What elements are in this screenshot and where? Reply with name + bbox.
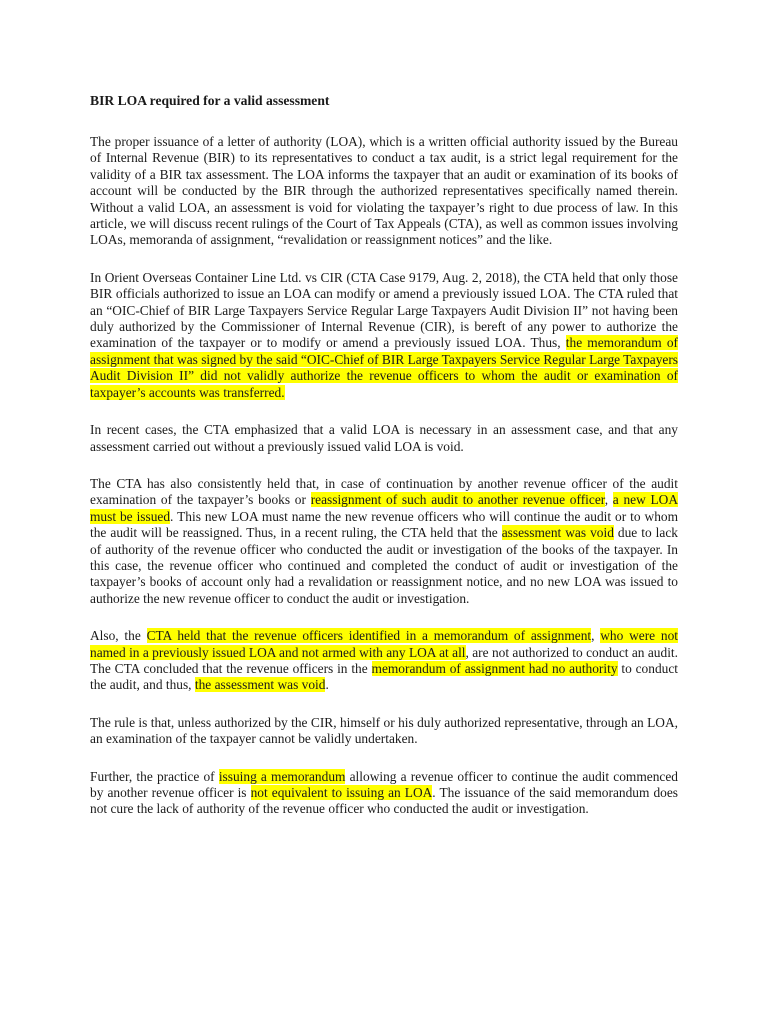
text-segment: In recent cases, the CTA emphasized that a valid LOA is necessary in an assessment case, and that any assessment carried out without a previously issued valid LOA is void. [90, 422, 678, 454]
highlighted-text: a new LOA must be issued [90, 492, 678, 524]
highlighted-text: the memorandum of assignment that was signed by the said “OIC-Chief of BIR Large Taxpayers Service Regular Large Taxpayers Audit Division II” did not validly authorize the revenue officers to whom the audit or examination of taxpayer’s accounts was transferred. [90, 335, 679, 400]
document-page [90, 92, 678, 839]
highlighted-text: assessment was void [501, 525, 614, 541]
highlighted-text: who were not named in a previously issued LOA and not armed with any LOA at all [90, 628, 679, 660]
highlighted-text: memorandum of assignment had no authority [371, 660, 618, 676]
paragraph-orient-overseas [90, 270, 678, 401]
text-segment: The proper issuance of a letter of authority (LOA), which is a written official authority issued by the Bureau of Internal Revenue (BIR) to its representatives to conduct a tax audit, is a strict legal requirement for the validity of a BIR tax assessment. The LOA informs the taxpayer that an audit or examination of its books of account will be conducted by the BIR through the authorized representatives specifically named therein. Without a valid LOA, an assessment is void for violating the taxpayer’s right to due process of law. In this article, we will discuss recent rulings of the Court of Tax Appeals (CTA), as well as common issues involving LOAs, memoranda of assignment, “revalidation or reassignment notices” and the like. [90, 134, 678, 248]
paragraph-intro [90, 134, 678, 249]
highlighted-text: the assessment was void [194, 677, 326, 693]
paragraph-recent-cases [90, 422, 678, 455]
text-segment: . This new LOA must name the new revenue officers who will continue the audit or to whom the audit will be reassigned. Thus, in a recent ruling, the CTA held that the [90, 508, 678, 541]
highlighted-text: reassignment of such audit to another revenue officer [310, 492, 605, 508]
text-segment: due to lack of authority of the revenue officer who conducted the audit or investigation of the books of the taxpayer. In this case, the revenue officer who continued and completed the conduct of audit or investigation of the taxpayer’s books of account only had a revalidation or reassignment notice, and no new LOA was issued to authorize the new revenue officer to conduct the audit or investigation. [90, 525, 678, 606]
highlighted-text: not equivalent to issuing an LOA [250, 785, 433, 800]
text-segment: Also, the [90, 628, 147, 644]
paragraph-continuation [90, 476, 678, 607]
text-segment: allowing a revenue officer to continue the audit commenced by another revenue officer is [90, 768, 678, 800]
text-segment: , [604, 492, 613, 508]
highlighted-text: issuing a memorandum [218, 768, 346, 784]
paragraph-rule [90, 715, 678, 748]
text-segment: The rule is that, unless authorized by the CIR, himself or his duly authorized representative, through an LOA, an examination of the taxpayer cannot be validly undertaken. [90, 714, 678, 747]
document-title: BIR LOA required for a valid assessment [90, 93, 330, 108]
paragraph-further [90, 769, 678, 818]
text-segment: The CTA has also consistently held that, in case of continuation by another revenue officer of the audit examination of the taxpayer’s books or [90, 475, 678, 508]
text-segment: , are not authorized to conduct an audit. The CTA concluded that the revenue officers in the [90, 644, 678, 676]
text-segment: , [591, 628, 601, 644]
text-segment: . [325, 677, 329, 693]
text-segment: to conduct the audit, and thus, [90, 660, 678, 693]
paragraph-memorandum-assignment [90, 628, 678, 694]
text-segment: Further, the practice of [90, 768, 219, 784]
text-segment: . The issuance of the said memorandum does not cure the lack of authority of the revenue officer who conducted the audit or investigation. [90, 785, 678, 817]
text-segment: In Orient Overseas Container Line Ltd. vs CIR (CTA Case 9179, Aug. 2, 2018), the CTA held that only those BIR officials authorized to issue an LOA can modify or amend a previously issued LOA. The CTA ruled that an “OIC-Chief of BIR Large Taxpayers Service Regular Large Taxpayers Audit Division II” not having been duly authorized by the Commissioner of Internal Revenue (CIR), is bereft of any power to authorize the examination of the taxpayer or to modify or amend a previously issued LOA. Thus, [90, 269, 678, 351]
highlighted-text: CTA held that the revenue officers identified in a memorandum of assignment [146, 628, 592, 644]
